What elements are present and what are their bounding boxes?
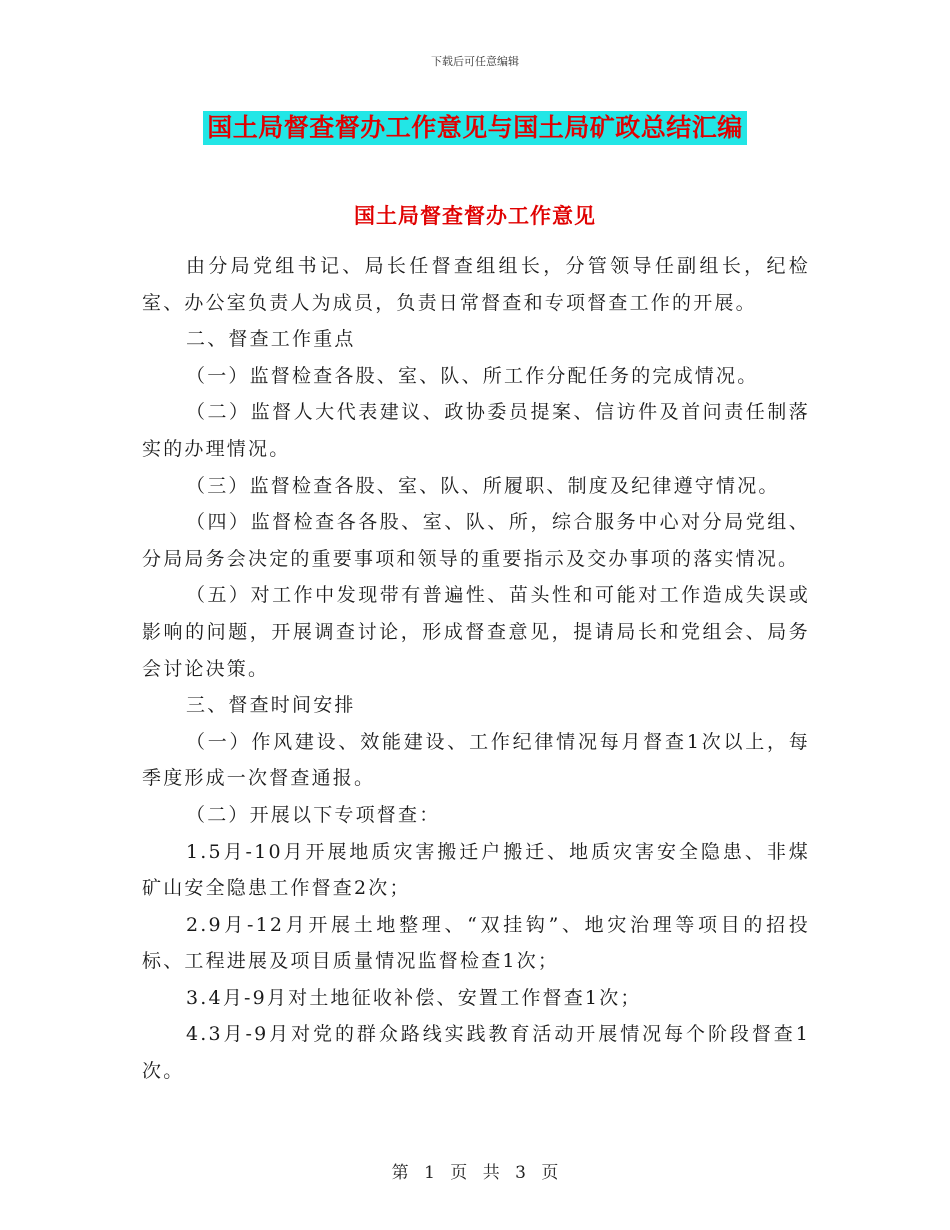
paragraph: （二）开展以下专项督查： xyxy=(186,803,441,826)
footer-total-prefix: 共 xyxy=(482,1163,500,1183)
paragraph: 4.3月-9月对党的群众路线实践教育活动开展情况每个阶段督查1次。 xyxy=(142,1023,810,1083)
paragraph: （一）监督检查各股、室、队、所工作分配任务的完成情况。 xyxy=(186,364,759,387)
paragraph: 1.5月-10月开展地质灾害搬迁户搬迁、地质灾害安全隐患、非煤矿山安全隐患工作督查2次； xyxy=(142,840,810,900)
paragraph: 3.4月-9月对土地征收补偿、安置工作督查1次； xyxy=(186,986,642,1009)
paragraph: （二）监督人大代表建议、政协委员提案、信访件及首问责任制落实的办理情况。 xyxy=(142,401,810,460)
paragraph: （三）监督检查各股、室、队、所履职、制度及纪律遵守情况。 xyxy=(186,474,780,497)
footer-prefix: 第 xyxy=(391,1163,409,1183)
paragraph: 三、督查时间安排 xyxy=(186,694,356,717)
section-title: 国土局督查督办工作意见 xyxy=(354,203,596,228)
main-title-container xyxy=(0,111,950,145)
paragraph: 由分局党组书记、局长任督查组组长，分管领导任副组长，纪检室、办公室负责人为成员，负责日常督查和专项督查工作的开展。 xyxy=(142,255,810,314)
footer-page-unit: 页 xyxy=(450,1163,468,1183)
paragraph: （四）监督检查各各股、室、队、所，综合服务中心对分局党组、分局局务会决定的重要事项和领导的重要指示及交办事项的落实情况。 xyxy=(142,511,810,570)
header-note: 下载后可任意编辑 xyxy=(431,55,519,68)
main-title: 国土局督查督办工作意见与国土局矿政总结汇编 xyxy=(203,111,747,145)
page-footer xyxy=(0,1158,950,1183)
paragraph: 2.9月-12月开展土地整理、“双挂钩”、地灾治理等项目的招投标、工程进展及项目质量情况监督检查1次； xyxy=(142,913,810,973)
footer-total-unit: 页 xyxy=(541,1163,559,1183)
paragraph: 二、督查工作重点 xyxy=(186,328,356,351)
footer-total-pages: 3 xyxy=(515,1163,526,1183)
document-body xyxy=(142,248,810,1090)
footer-page-number: 1 xyxy=(424,1163,435,1183)
paragraph: （五）对工作中发现带有普遍性、苗头性和可能对工作造成失误或影响的问题，开展调查讨论，形成督查意见，提请局长和党组会、局务会讨论决策。 xyxy=(142,584,810,680)
paragraph: （一）作风建设、效能建设、工作纪律情况每月督查1次以上，每季度形成一次督查通报。 xyxy=(142,730,810,790)
